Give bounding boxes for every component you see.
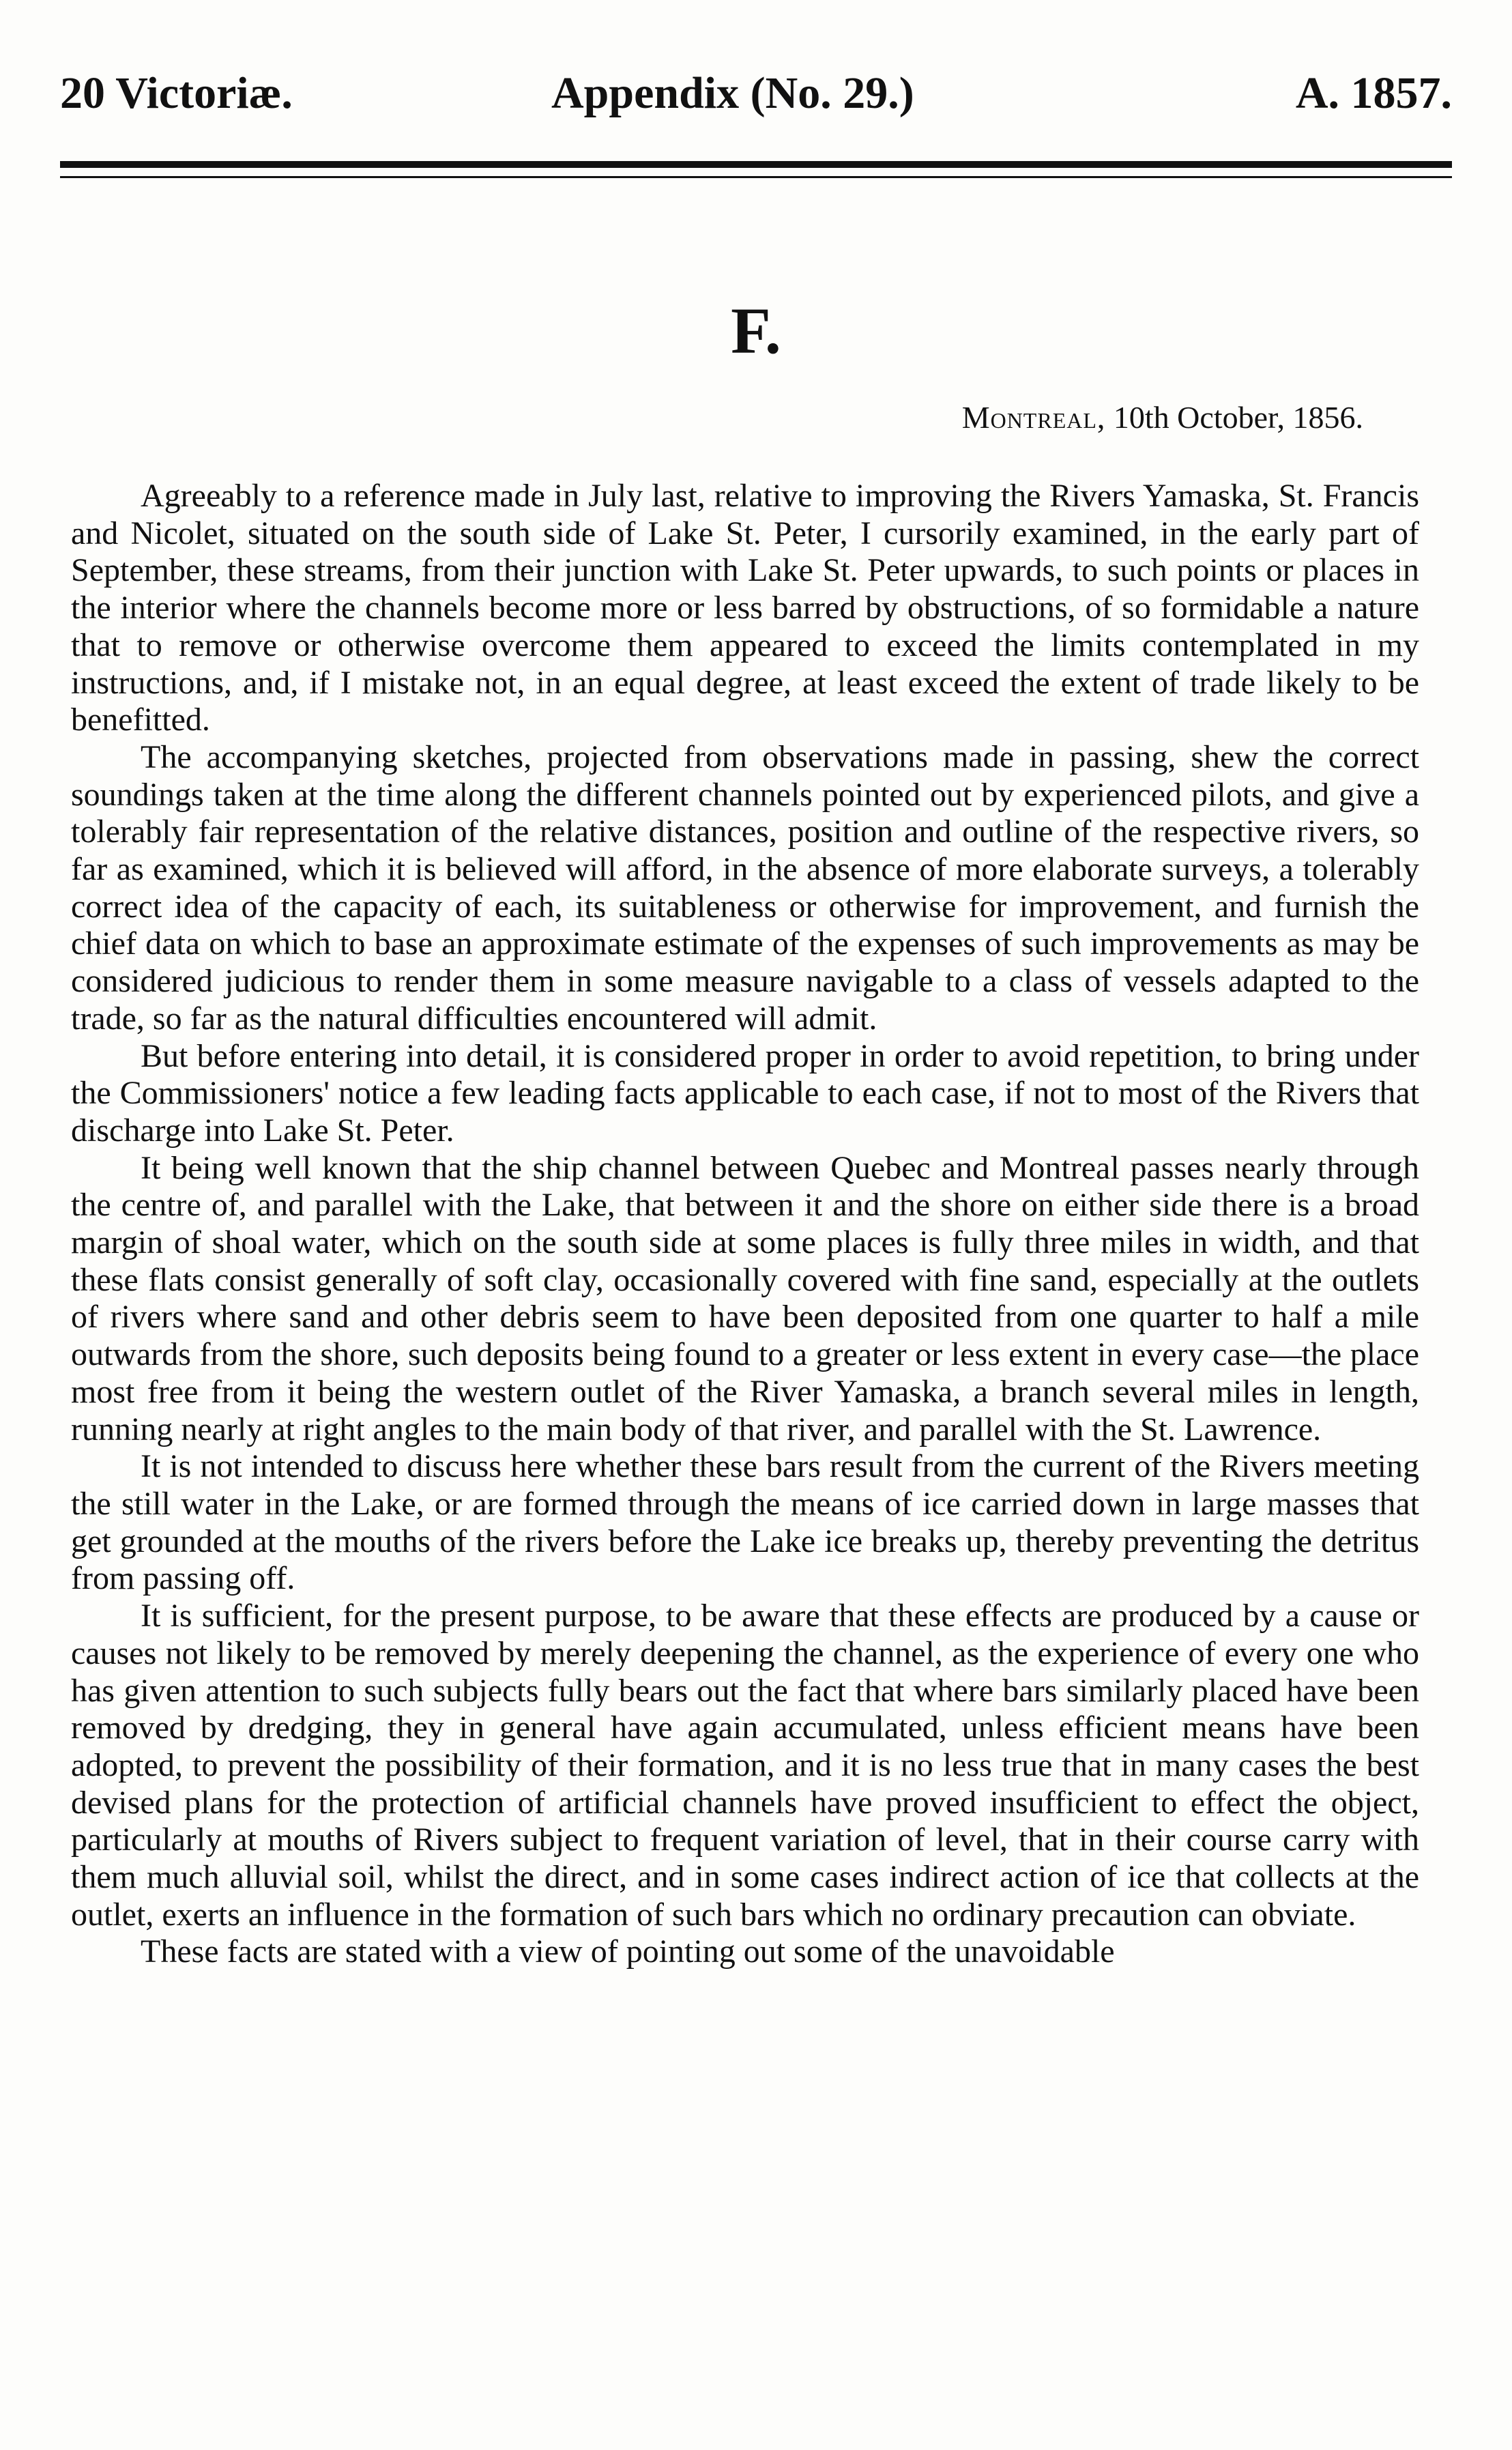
body-paragraph: But before entering into detail, it is considered proper in order to avoid repetition, to bring under the Commissioners' notice a few leading facts applicable to each case, if not to most of the Rivers that discharge into Lake St. Peter. [71, 1037, 1419, 1149]
dateline [962, 397, 1363, 438]
body-paragraph: These facts are stated with a view of pointing out some of the unavoidable [141, 1933, 1115, 1970]
running-head-year: A. 1857. [1295, 68, 1452, 118]
body-paragraph: It is sufficient, for the present purpose, to be aware that these effects are produced by a cause or causes not likely to be removed by merely deepening the channel, as the experience of every one who has given attention to such subjects fully bears out the fact that where bars similarly placed have been removed by dredging, they in general have again accumulated, unless efficient means have been adopted, to prevent the possibility of their formation, and it is no less true that in many cases the best devised plans for the protection of artificial channels have proved insufficient to effect the object, particularly at mouths of Rivers subject to frequent variation of level, that in their course carry with them much alluvial soil, whilst the direct, and in some cases indirect action of ice that collects at the outlet, exerts an influence in the formation of such bars which no ordinary precaution can obviate. [71, 1598, 1419, 1933]
header-rule-thick [60, 161, 1452, 168]
body-paragraph: It is not intended to discuss here whether these bars result from the current of the Rivers meeting the still water in the Lake, or are formed through the means of ice carried down in large masses that get grounded at the mouths of the rivers before the Lake ice breaks up, thereby preventing the detritus from passing off. [71, 1448, 1419, 1597]
body-paragraph: It being well known that the ship channel between Quebec and Montreal passes nearly through the centre of, and parallel with the Lake, that between it and the shore on either side there is a broad margin of shoal water, which on the south side at some places is fully three miles in width, and that these flats consist generally of soft clay, occasionally covered with fine sand, especially at the outlets of rivers where sand and other debris seem to have been deposited from one quarter to half a mile outwards from the shore, such deposits being found to a greater or less extent in every case—the place most free from it being the western outlet of the River Yamaska, a branch several miles in length, running nearly at right angles to the main body of that river, and parallel with the St. Lawrence. [71, 1149, 1419, 1447]
letter-body [71, 478, 1419, 1971]
section-heading: F. [731, 294, 781, 367]
header-rule-thin [60, 176, 1452, 178]
running-head-appendix: Appendix (No. 29.) [551, 68, 914, 118]
body-paragraph: Agreeably to a reference made in July last, relative to improving the Rivers Yamaska, St. Francis and Nicolet, situated on the south side of Lake St. Peter, I cursorily examined, in the early part of September, these streams, from their junction with Lake St. Peter upwards, to such points or places in the interior where the channels become more or less barred by obstructions, of so formidable a nature that to remove or otherwise overcome them appeared to exceed the limits contemplated in my instructions, and, if I mistake not, in an equal degree, at least exceed the extent of trade likely to be benefitted. [71, 478, 1419, 738]
dateline-place: Montreal, [961, 400, 1106, 435]
running-head [60, 63, 1452, 124]
running-head-session: 20 Victoriæ. [60, 68, 293, 118]
dateline-date: 10th October, 1856. [1113, 400, 1363, 435]
body-paragraph: The accompanying sketches, projected from observations made in passing, shew the correct soundings taken at the time along the different channels pointed out by experienced pilots, and give a tolerably fair representation of the relative distances, position and outline of the respective rivers, so far as examined, which it is believed will afford, in the absence of more elaborate surveys, a tolerably correct idea of the capacity of each, its suitableness or otherwise for improvement, and furnish the chief data on which to base an approximate estimate of the expenses of such improvements as may be considered judicious to render them in some measure navigable to a class of vessels adapted to the trade, so far as the natural difficulties encountered will admit. [71, 738, 1419, 1037]
